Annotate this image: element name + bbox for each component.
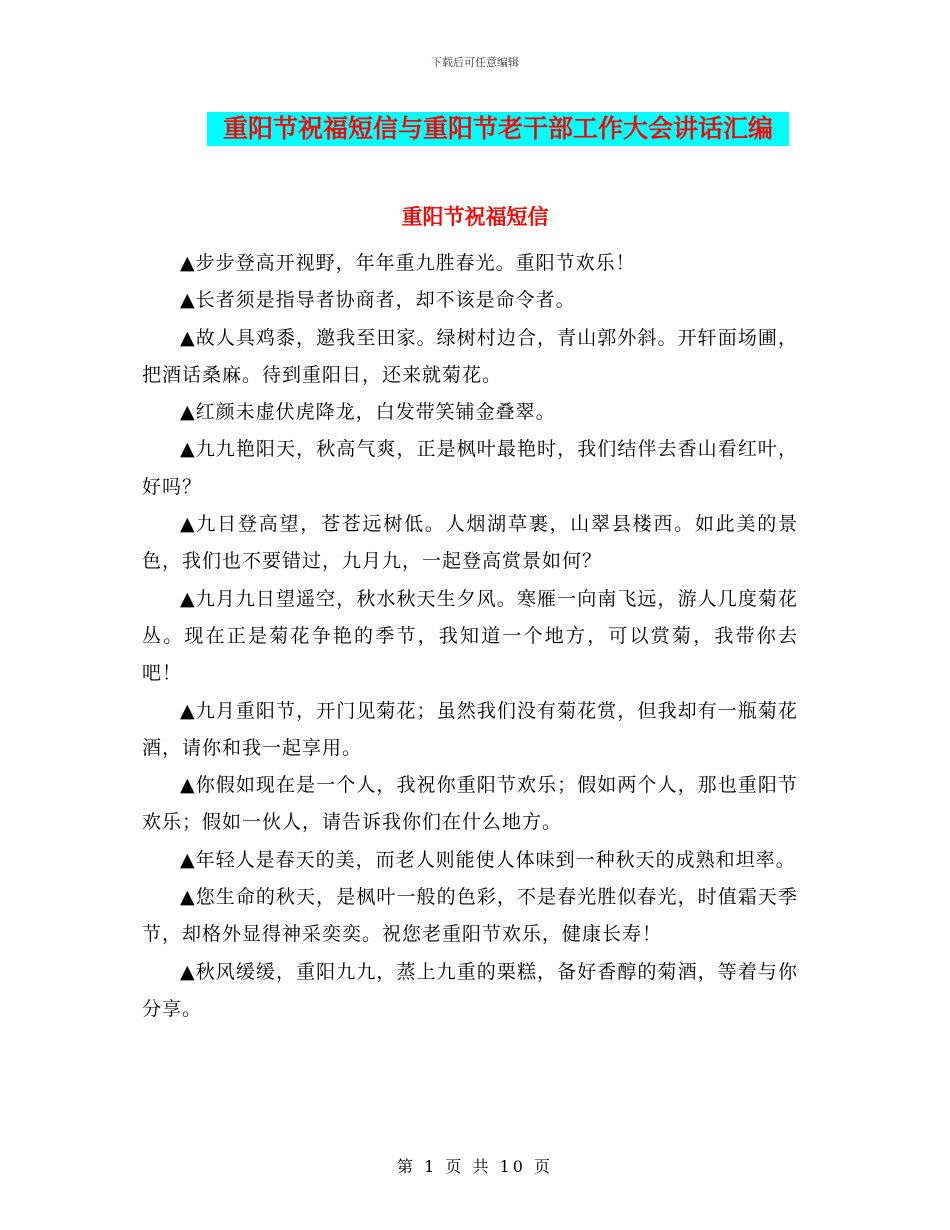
paragraph: ▲红颜未虚伏虎降龙，白发带笑铺金叠翠。 [180, 401, 556, 424]
paragraph: ▲年轻人是春天的美，而老人则能使人体味到一种秋天的成熟和坦率。 [180, 848, 796, 871]
document-title-container [207, 112, 789, 146]
paragraph: ▲秋风缓缓，重阳九九，蒸上九重的栗糕，备好香醇的菊酒，等着与你分享。 [142, 960, 798, 1020]
paragraph: ▲故人具鸡黍，邀我至田家。绿树村边合，青山郭外斜。开轩面场圃，把酒话桑麻。待到重阳日，还来就菊花。 [142, 326, 798, 386]
document-title: 重阳节祝福短信与重阳节老干部工作大会讲话汇编 [207, 112, 789, 146]
paragraph: ▲你假如现在是一个人，我祝你重阳节欢乐；假如两个人，那也重阳节欢乐；假如一伙人，请告诉我你们在什么地方。 [142, 774, 798, 834]
paragraph: ▲九月重阳节，开门见菊花；虽然我们没有菊花赏，但我却有一瓶菊花酒，请你和我一起享用。 [142, 699, 798, 759]
document-body [142, 245, 798, 1028]
section-title: 重阳节祝福短信 [401, 205, 549, 229]
paragraph: ▲您生命的秋天，是枫叶一般的色彩，不是春光胜似春光，时值霜天季节，却格外显得神采奕奕。祝您老重阳节欢乐，健康长寿！ [142, 886, 798, 946]
paragraph: ▲九月九日望遥空，秋水秋天生夕风。寒雁一向南飞远，游人几度菊花丛。现在正是菊花争艳的季节，我知道一个地方，可以赏菊，我带你去吧！ [142, 587, 798, 685]
page-number: 第 1 页 共 10 页 [397, 1157, 553, 1176]
paragraph: ▲长者须是指导者协商者，却不该是命令者。 [180, 289, 576, 312]
paragraph: ▲九九艳阳天，秋高气爽，正是枫叶最艳时，我们结伴去香山看红叶，好吗？ [142, 438, 798, 498]
paragraph: ▲九日登高望，苍苍远树低。人烟湖草裹，山翠县楼西。如此美的景色，我们也不要错过，九月九，一起登高赏景如何？ [142, 513, 798, 573]
header-note: 下载后可任意编辑 [431, 56, 519, 69]
paragraph: ▲步步登高开视野，年年重九胜春光。重阳节欢乐！ [180, 252, 636, 274]
